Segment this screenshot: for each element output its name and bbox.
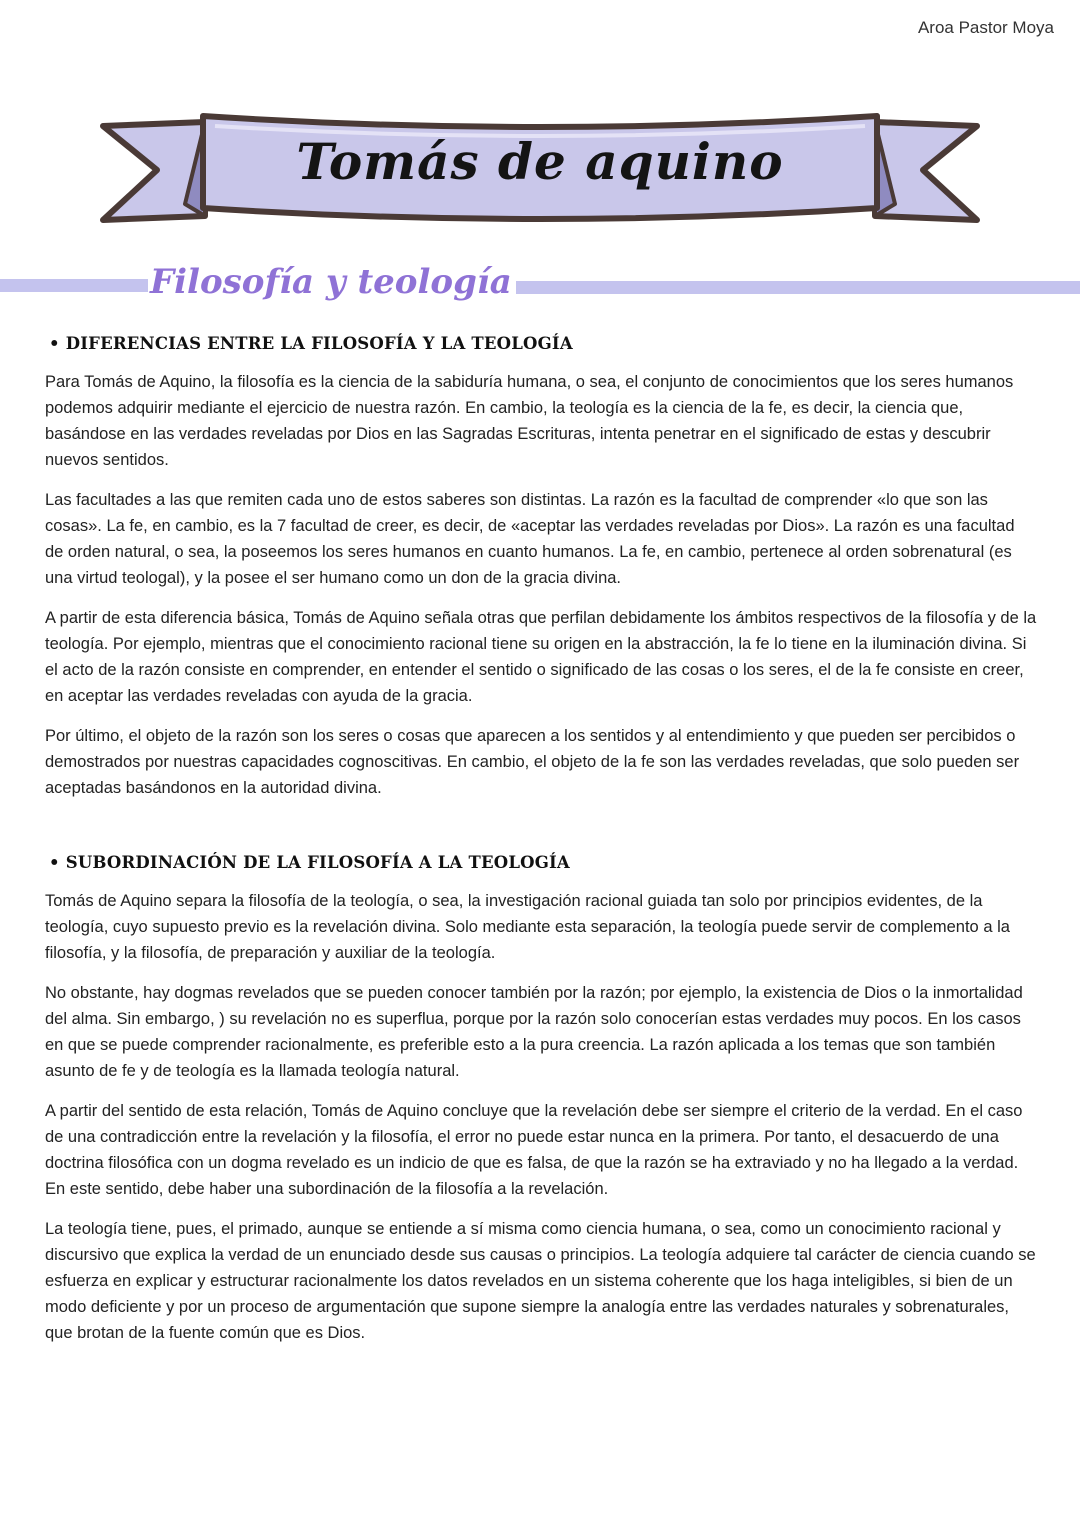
section-title: Filosofía y teología bbox=[148, 262, 516, 302]
document-body bbox=[45, 334, 1037, 1360]
divider-right bbox=[492, 281, 1080, 294]
paragraph: A partir de esta diferencia básica, Tomás de Aquino señala otras que perfilan debidamente los ámbitos respectivos de la filosofía y de la teología. Por ejemplo, mientras que el conocimiento racional tiene su origen en la abstracción, la fe lo tiene en la iluminación divina. Si el acto de la razón consiste en comprender, en entender el sentido o significado de las cosas o los seres, el de la fe consiste en creer, en aceptar las verdades reveladas con ayuda de la gracia. bbox=[45, 609, 1037, 705]
section-heading bbox=[49, 853, 1037, 872]
section-heading bbox=[49, 334, 1037, 353]
section-differences bbox=[45, 334, 1037, 801]
author-name: Aroa Pastor Moya bbox=[917, 18, 1054, 37]
paragraph: La teología tiene, pues, el primado, aunque se entiende a sí misma como ciencia humana, o sea, como un conocimiento racional y discursivo que explica la verdad de un enunciado desde sus causas o principios. La teología adquiere tal carácter de ciencia cuando se esfuerza en explicar y estructurar racionalmente los datos revelados en un sistema coherente que los haga inteligibles, si bien de un modo deficiente y por un proceso de argumentación que supone siempre la analogía entre las verdades naturales y sobrenaturales, que brotan de la fuente común que es Dios. bbox=[45, 1220, 1036, 1342]
section-heading-text: DIFERENCIAS ENTRE LA FILOSOFÍA Y LA TEOLOGÍA bbox=[65, 334, 573, 353]
section-heading-text: SUBORDINACIÓN DE LA FILOSOFÍA A LA TEOLOGÍA bbox=[65, 853, 570, 872]
bullet-icon: • bbox=[49, 334, 60, 353]
page-title: Tomás de aquino bbox=[296, 132, 784, 191]
paragraph: Para Tomás de Aquino, la filosofía es la ciencia de la sabiduría humana, o sea, el conjunto de conocimientos que los seres humanos podemos adquirir mediante el ejercicio de nuestra razón. En cambio, la teología es la ciencia de la fe, es decir, la ciencia que, basándose en las verdades reveladas por Dios en las Sagradas Escrituras, intenta penetrar en el significado de estas y descubrir nuevos sentidos. bbox=[45, 373, 1014, 469]
spacer bbox=[45, 815, 1037, 853]
title-banner bbox=[95, 108, 985, 233]
paragraph: A partir del sentido de esta relación, Tomás de Aquino concluye que la revelación debe ser siempre el criterio de la verdad. En el caso de una contradicción entre la revelación y la filosofía, el error no puede estar nunca en la primera. Por tanto, el desacuerdo de una doctrina filosófica con un dogma revelado es un indicio de que es falsa, de que la razón se ha extraviado y no ha llegado a la verdad. En este sentido, debe haber una subordinación de la filosofía a la revelación. bbox=[45, 1102, 1023, 1198]
paragraph: Las facultades a las que remiten cada uno de estos saberes son distintas. La razón es la facultad de comprender «lo que son las cosas». La fe, en cambio, es la 7 facultad de creer, es decir, de «aceptar las verdades reveladas por Dios». La razón es una facultad de orden natural, o sea, la poseemos los seres humanos en cuanto humanos. La fe, en cambio, pertenece al orden sobrenatural (es una virtud teologal), y la posee el ser humano como un don de la gracia divina. bbox=[45, 491, 1015, 587]
paragraph: No obstante, hay dogmas revelados que se pueden conocer también por la razón; por ejemplo, la existencia de Dios o la inmortalidad del alma. Sin embargo, ) su revelación no es superflua, porque por la razón solo conocerían estas verdades muy pocos. En los casos en que se puede comprender racionalmente, es preferible esto a la pura creencia. La razón aplicada a los temas que son también asunto de fe y de teología es la llamada teología natural. bbox=[45, 984, 1023, 1080]
section-subordination bbox=[45, 853, 1037, 1346]
bullet-icon: • bbox=[49, 853, 60, 872]
paragraph: Tomás de Aquino separa la filosofía de la teología, o sea, la investigación racional guiada tan solo por principios evidentes, de la teología, cuyo supuesto previo es la revelación divina. Solo mediante esta separación, la teología puede servir de complemento a la filosofía, y la filosofía, de preparación y auxiliar de la teología. bbox=[45, 892, 1010, 962]
paragraph: Por último, el objeto de la razón son los seres o cosas que aparecen a los sentidos y al entendimiento y que pueden ser percibidos o demostrados por nuestras capacidades cognoscitivas. En cambio, el objeto de la fe son las verdades reveladas, que solo pueden ser aceptadas basándonos en la autoridad divina. bbox=[45, 727, 1020, 797]
divider-left bbox=[0, 279, 150, 292]
section-header bbox=[0, 262, 1080, 308]
